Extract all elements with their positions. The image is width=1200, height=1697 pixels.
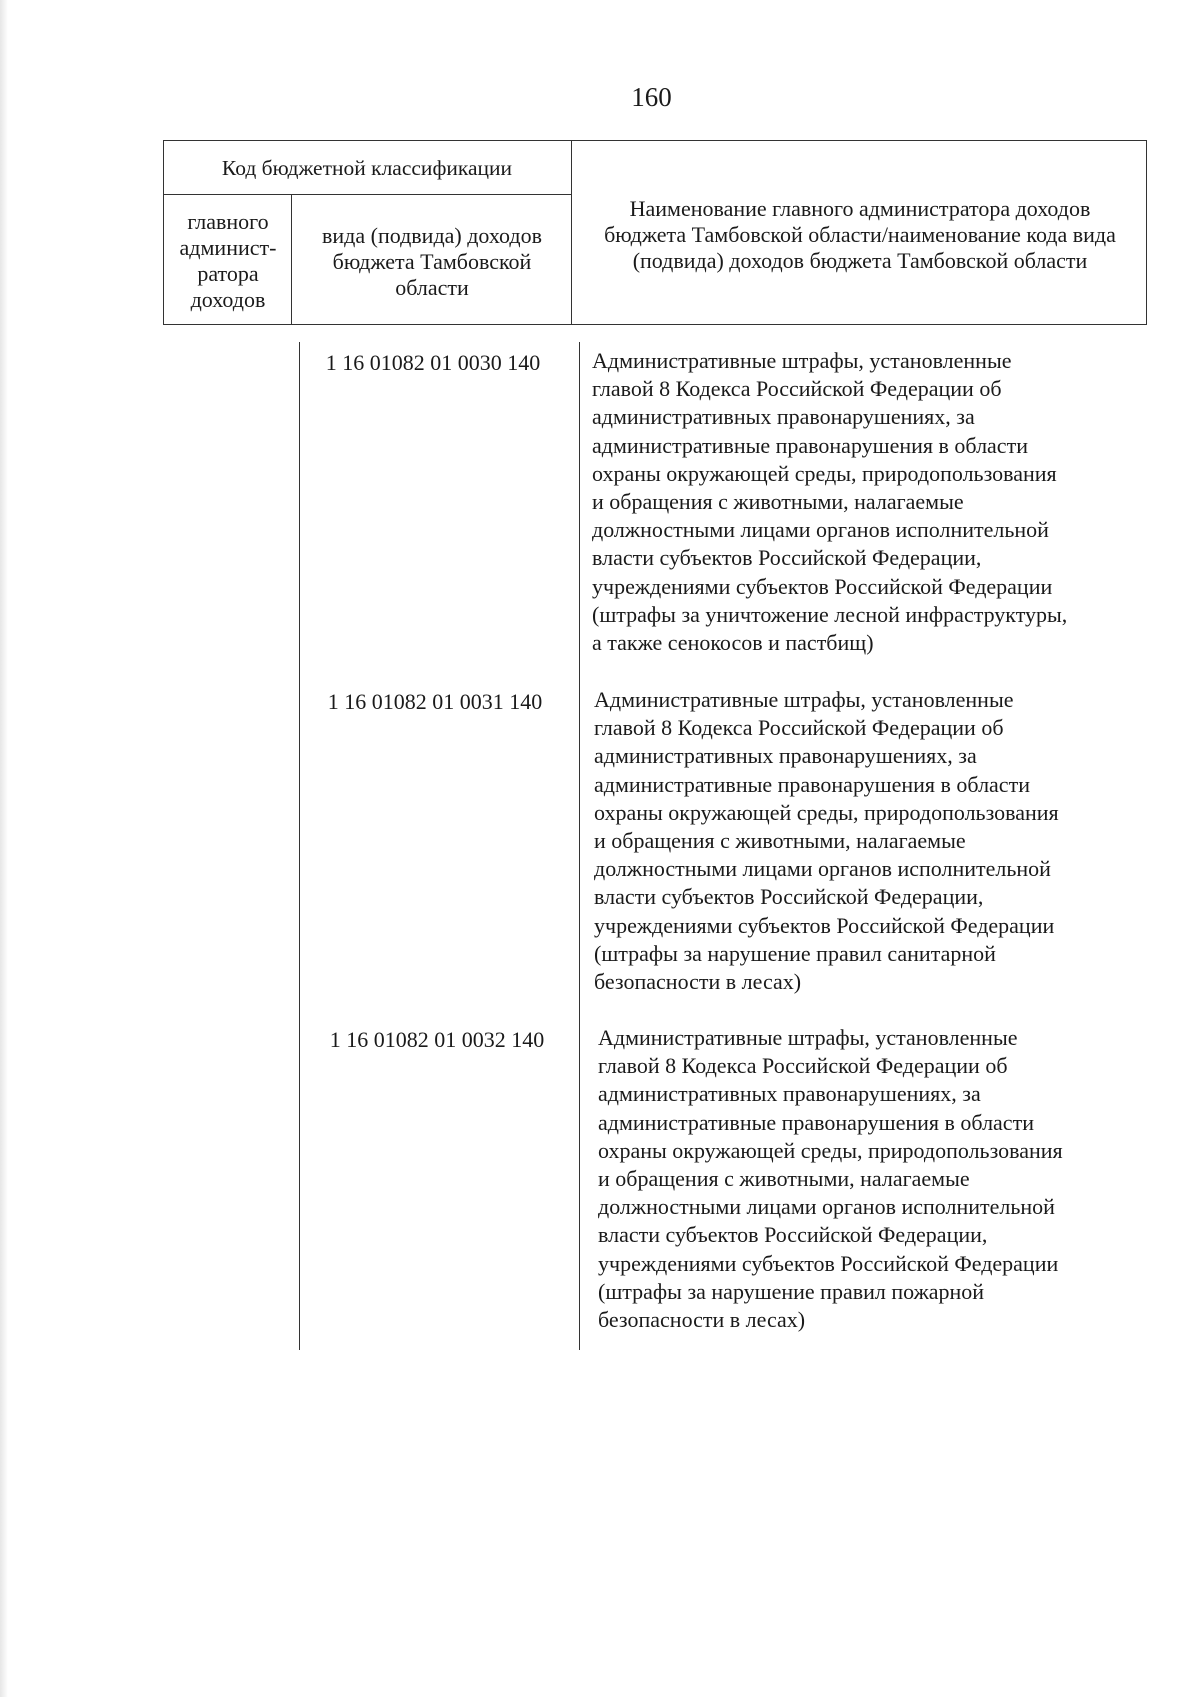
row-code: 1 16 01082 01 0030 140 [325,350,541,375]
body-col-divider-1 [299,342,300,1350]
row-description: Административные штрафы, установленные главой 8 Кодекса Российской Федерации об административных правонарушениях, за административные правонарушения в области охраны окружающей среды, природопользования и обращения с животными, налагаемые должностными лицами органов исполнительной власти субъектов Российской Федерации, учреждениями субъектов Российской Федерации (штрафы за нарушение правил санитарной безопасности в лесах) [594,687,1059,995]
header-col-name: Наименование главного администратора доходов бюджета Тамбовской области/наименование кода вида (подвида) доходов бюджета Тамбовской области [604,196,1116,273]
header-col-divider-1 [291,194,292,325]
row-code: 1 16 01082 01 0031 140 [327,689,543,714]
body-col-divider-2 [579,342,580,1350]
header-right-border [1146,140,1147,325]
row-description: Административные штрафы, установленные главой 8 Кодекса Российской Федерации об административных правонарушениях, за административные правонарушения в области охраны окружающей среды, природопользования и обращения с животными, налагаемые должностными лицами органов исполнительной власти субъектов Российской Федерации, учреждениями субъектов Российской Федерации (штрафы за уничтожение лесной инфраструктуры, а также сенокосов и пастбищ) [592,348,1068,656]
page-number: 160 [631,82,672,112]
header-group-divider [163,194,571,195]
header-col-divider-2 [571,140,572,325]
row-code: 1 16 01082 01 0032 140 [329,1027,545,1052]
header-col-kind: вида (подвида) доходов бюджета Тамбовской области [322,223,542,300]
header-bottom-border [163,324,1147,325]
header-top-border [163,140,1147,141]
scan-edge-shadow [0,0,8,1697]
header-group-label: Код бюджетной классификации [221,156,513,180]
header-col-admin: главного админист-ратора доходов [179,209,277,312]
row-description: Административные штрафы, установленные главой 8 Кодекса Российской Федерации об административных правонарушениях, за административные правонарушения в области охраны окружающей среды, природопользования и обращения с животными, налагаемые должностными лицами органов исполнительной власти субъектов Российской Федерации, учреждениями субъектов Российской Федерации (штрафы за нарушение правил пожарной безопасности в лесах) [598,1025,1063,1333]
